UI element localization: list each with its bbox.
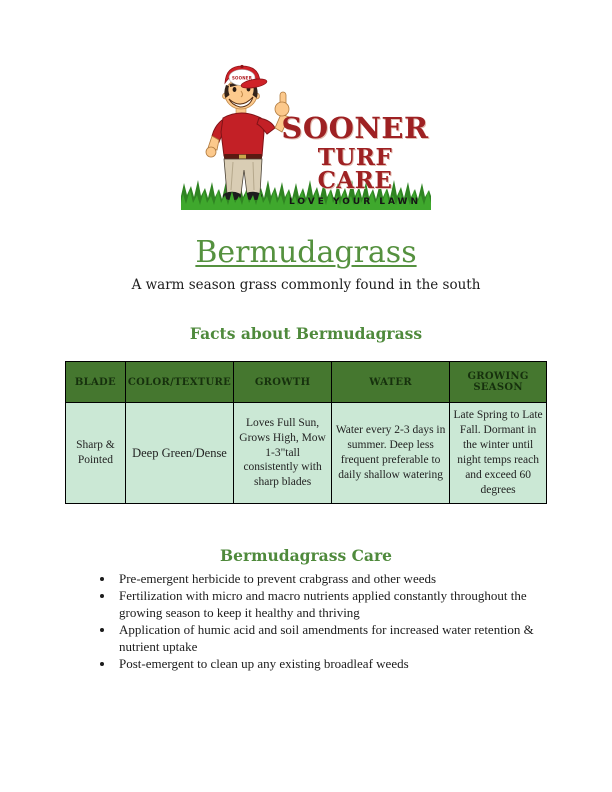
facts-table-header-growing-season: GROWING SEASON	[450, 362, 547, 403]
facts-table-cell-growth: Loves Full Sun, Grows High, Mow 1-3"tall consistently with sharp blades	[234, 403, 332, 504]
care-list-item-text: Post-emergent to clean up any existing broadleaf weeds	[119, 655, 409, 671]
facts-table-cell-color-texture: Deep Green/Dense	[125, 403, 233, 504]
mascot-figure	[206, 65, 289, 200]
care-list	[97, 571, 565, 672]
brand-tagline: LOVE YOUR LAWN	[288, 197, 422, 207]
facts-table-data-row	[65, 403, 546, 504]
brand-text-block	[281, 111, 429, 207]
care-list-item	[115, 588, 565, 621]
facts-table-header-row	[65, 362, 546, 403]
care-list-item	[115, 656, 565, 672]
cap-text: SOONER	[231, 75, 253, 81]
care-list-item-text: Pre-emergent herbicide to prevent crabgrass and other weeds	[119, 571, 437, 586]
facts-table-header-growth: GROWTH	[234, 362, 332, 403]
facts-table-cell-water: Water every 2-3 days in summer. Deep less frequent preferable to daily shallow watering	[332, 403, 450, 504]
care-list-item	[115, 622, 565, 655]
care-list-item-text: Application of humic acid and soil amendments for increased water retention & nutrient uptake	[119, 622, 534, 654]
facts-heading: Facts about Bermudagrass	[189, 324, 423, 343]
care-list-item	[115, 571, 565, 587]
care-heading: Bermudagrass Care	[220, 546, 392, 565]
facts-table-header-color-texture: COLOR/TEXTURE	[125, 362, 233, 403]
facts-table	[65, 361, 547, 504]
facts-table-header-blade: BLADE	[65, 362, 125, 403]
brand-name-line1: SOONER	[281, 111, 429, 145]
care-list-item-text: Fertilization with micro and macro nutrients applied constantly throughout the growing season to keep it healthy and thriving	[119, 588, 527, 620]
facts-table-header-water: WATER	[332, 362, 450, 403]
page-subtitle: A warm season grass commonly found in the south	[131, 277, 481, 293]
facts-table-cell-growing-season: Late Spring to Late Fall. Dormant in the winter until night temps reach and exceed 60 degrees	[450, 403, 547, 504]
brand-logo	[181, 62, 431, 210]
facts-table-cell-blade: Sharp & Pointed	[65, 403, 125, 504]
page-title: Bermudagrass	[195, 235, 417, 270]
brand-name-line2: TURF CARE	[317, 144, 393, 194]
